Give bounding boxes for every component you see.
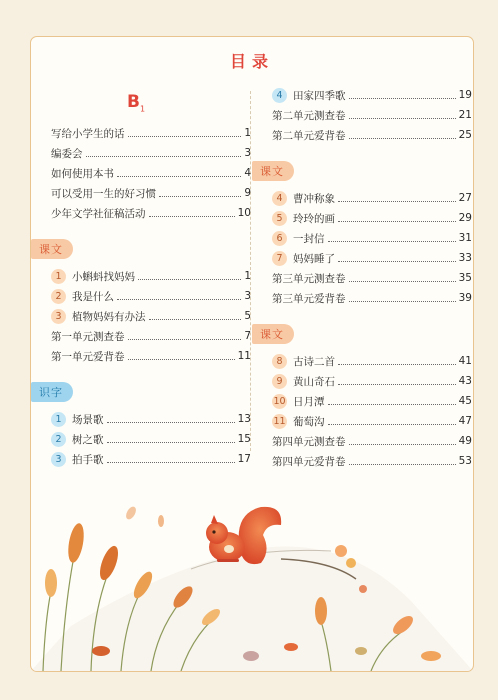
lesson-number: 10 — [273, 395, 286, 407]
lesson-number: 3 — [51, 309, 66, 324]
leaf-shape — [346, 558, 356, 568]
section-badge-kewen: 课文 — [252, 161, 294, 181]
grade-label — [127, 92, 145, 113]
toc-entry[interactable]: 3 植物妈妈有办法 5 — [51, 306, 251, 326]
lesson-number: 3 — [51, 452, 66, 467]
toc-entry[interactable]: 第三单元测查卷 35 — [272, 272, 472, 285]
toc-entry[interactable]: 可以受用一生的好习惯 9 — [51, 187, 251, 200]
toc-entry[interactable]: 9 黄山奇石 43 — [272, 371, 472, 391]
toc-entry[interactable]: 第四单元爱背卷 53 — [272, 455, 472, 468]
toc-entry[interactable]: 3 拍手歌 17 — [51, 449, 251, 469]
toc-entry[interactable]: 8 古诗二首 41 — [272, 351, 472, 371]
toc-entry[interactable]: 4 田家四季歌 19 — [272, 85, 472, 105]
toc-entry[interactable]: 5 玲玲的画 29 — [272, 208, 472, 228]
section-badge-kewen: 课文 — [31, 239, 73, 259]
lesson-number: 1 — [51, 412, 66, 427]
lesson-number: 1 — [51, 269, 66, 284]
lesson-number: 5 — [272, 211, 287, 226]
section-badge-shizi: 识字 — [31, 382, 73, 402]
grade-sub: 1 — [139, 104, 146, 114]
lesson-number: 7 — [272, 251, 287, 266]
lesson-number: 6 — [272, 231, 287, 246]
lesson-number: 9 — [272, 374, 287, 389]
lesson-number: 11 — [273, 415, 286, 427]
left-column — [39, 123, 251, 469]
toc-entry[interactable]: 编委会 3 — [51, 147, 251, 160]
toc-entry[interactable]: 写给小学生的话 1 — [51, 127, 251, 140]
lesson-number: 2 — [51, 289, 66, 304]
toc-entry[interactable]: 11 葡萄沟 47 — [273, 415, 472, 428]
leaf-shape — [335, 545, 347, 557]
lesson-number: 2 — [51, 432, 66, 447]
toc-entry[interactable]: 第四单元测查卷 49 — [272, 435, 472, 448]
lesson-number: 4 — [272, 191, 287, 206]
toc-entry[interactable]: 6 一封信 31 — [272, 228, 472, 248]
grade-letter: B — [127, 92, 140, 112]
toc-entry[interactable]: 第三单元爱背卷 39 — [272, 292, 472, 305]
leaf-shape — [359, 585, 367, 593]
toc-entry[interactable]: 7 妈妈睡了 33 — [272, 248, 472, 268]
toc-entry[interactable]: 第二单元测查卷 21 — [272, 109, 472, 122]
toc-entry[interactable]: 2 树之歌 15 — [51, 429, 251, 449]
page-title: 目录 — [229, 52, 274, 71]
toc-entry[interactable]: 10 日月潭 45 — [273, 395, 472, 408]
toc-entry[interactable]: 第一单元测查卷 7 — [51, 330, 251, 343]
toc-entry[interactable]: 1 场景歌 13 — [51, 409, 251, 429]
section-badge-kewen: 课文 — [252, 324, 294, 344]
toc-entry[interactable]: 2 我是什么 3 — [51, 286, 251, 306]
toc-entry[interactable]: 第一单元爱背卷 11 — [51, 350, 251, 363]
toc-entry[interactable]: 少年文学社征稿活动 10 — [51, 207, 251, 220]
toc-entry[interactable]: 如何使用本书 4 — [51, 167, 251, 180]
lesson-number: 8 — [272, 354, 287, 369]
right-column — [260, 85, 472, 471]
toc-entry[interactable]: 1 小蝌蚪找妈妈 1 — [51, 266, 251, 286]
contents-page — [30, 36, 474, 672]
toc-entry[interactable]: 第二单元爱背卷 25 — [272, 129, 472, 142]
autumn-squirrel-illustration — [31, 451, 473, 671]
lesson-number: 4 — [272, 88, 287, 103]
toc-entry[interactable]: 4 曹冲称象 27 — [272, 188, 472, 208]
